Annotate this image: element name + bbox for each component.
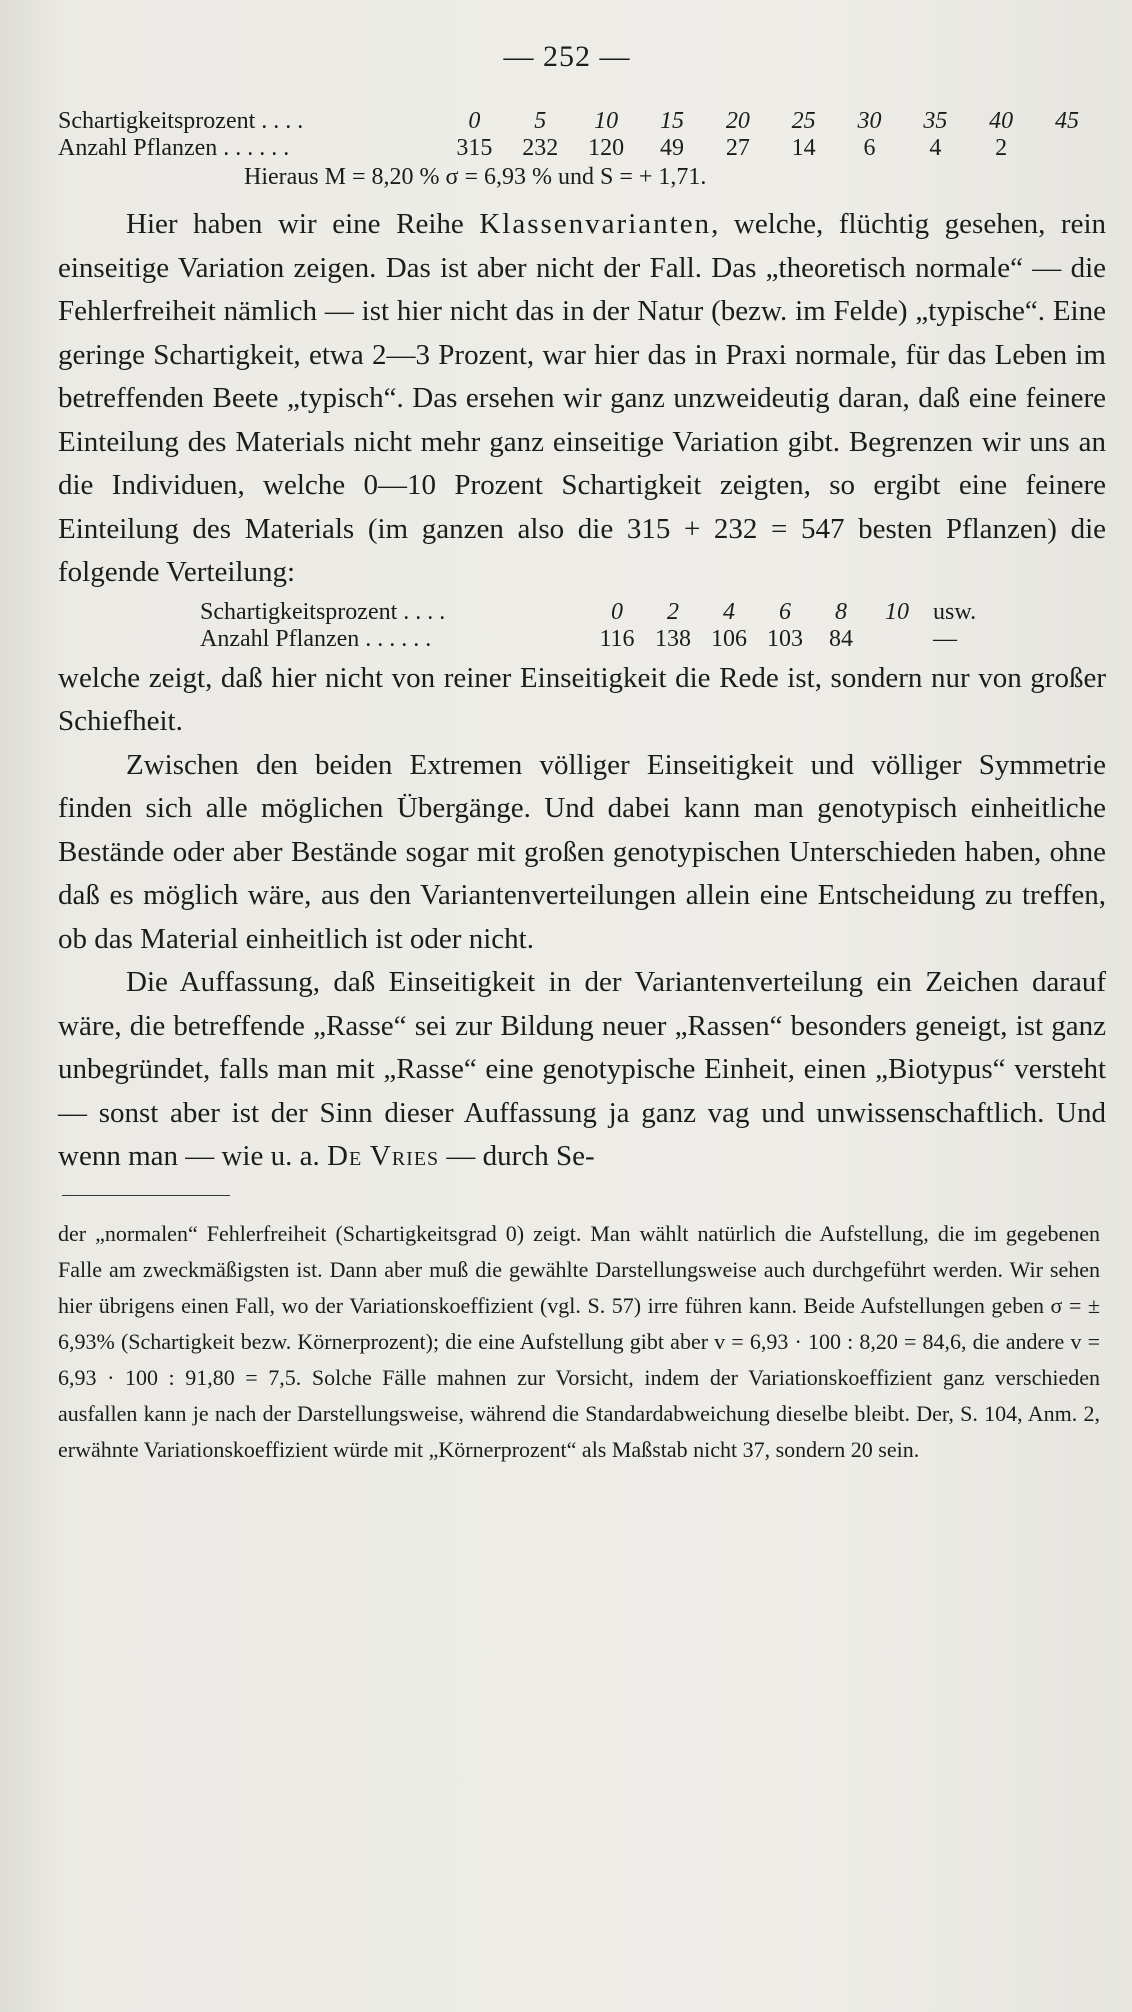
table-cell: 4 — [929, 135, 942, 161]
table-cell-tail: — — [933, 625, 957, 652]
paragraph-4 — [58, 961, 1106, 1179]
table-cell — [1034, 135, 1100, 162]
table-cell: 14 — [791, 135, 816, 161]
schartigkeit-table-fine — [200, 599, 976, 653]
table-cell: 0 — [468, 108, 481, 134]
row-label: Schartigkeitsprozent . . . . — [58, 108, 304, 134]
table-cell: 30 — [857, 108, 882, 134]
table-cell: 6 — [779, 598, 791, 625]
author-name: De Vries — [327, 1140, 440, 1172]
table-cell: 103 — [767, 625, 803, 652]
footnote: der „normalen“ Fehlerfreiheit (Schartigkeitsgrad 0) zeigt. Man wählt natürlich die Aufstellung, die im gegebenen Falle am zweckmäßigsten ist. Dann aber muß die gewählte Darstellungsweise auch durchgeführt werden. Wir sehen hier übrigens einen Fall, wo der Variationskoeffizient (vgl. S. 57) irre führen kann. Beide Aufstellungen geben σ = ± 6,93% (Schartigkeit bezw. Körnerprozent); die eine Aufstellung gibt aber v = 6,93 · 100 : 8,20 = 84,6, die andere v = 6,93 · 100 : 91,80 = 7,5. Solche Fälle mahnen zur Vorsicht, indem der Variationskoeffizient ganz verschieden ausfallen kann je nach der Darstellungsweise, während die Standardabweichung dieselbe bleibt. Der, S. 104, Anm. 2, erwähnte Variationskoeffizient würde mit „Körnerprozent“ als Maßstab nicht 37, sondern 20 sein. — [58, 1220, 1100, 1462]
table-cell: 20 — [725, 108, 750, 134]
table-cell: 15 — [660, 108, 685, 134]
paragraph-text: , welche, flüchtig gesehen, rein einseitige Variation zeigen. Das ist aber nicht der Fall. Das „theoretisch normale“ — die Fehlerfreiheit nämlich — ist hier nicht das in der Natur (bezw. im Felde) „typische“. Eine geringe Schartigkeit, etwa 2—3 Prozent, war hier das in Praxi normale, für das Leben im betreffenden Beete „typisch“. Das ersehen wir ganz unzweideutig daran, daß eine feinere Einteilung des Materials nicht mehr ganz einseitige Variation gibt. Begrenzen wir uns an die Individuen, welche 0—10 Prozent Schartigkeit zeigten, so ergibt eine feinere Einteilung des Materials (im ganzen also die 315 + 232 = 547 besten Pflanzen) die folgende Verteilung: — [58, 208, 1106, 588]
table-cell: 2 — [995, 135, 1008, 161]
row-label: Anzahl Pflanzen . . . . . . — [58, 135, 290, 161]
table-cell: 138 — [655, 625, 691, 652]
table-cell: 4 — [723, 598, 735, 625]
row-label: Anzahl Pflanzen . . . . . . — [200, 625, 432, 652]
page-number: — 252 — — [503, 40, 631, 73]
spaced-term: Klassenvarianten — [479, 208, 712, 240]
paragraph-1 — [58, 203, 1106, 595]
table-cell: 10 — [594, 108, 619, 134]
table-cell-tail: usw. — [933, 598, 977, 625]
schartigkeit-table-coarse — [58, 108, 1100, 162]
table-row — [200, 626, 976, 653]
table-cell: 5 — [534, 108, 547, 134]
table-cell: 35 — [923, 108, 948, 134]
table-cell: 232 — [522, 135, 559, 161]
table-cell: 315 — [456, 135, 493, 161]
paragraph-text: Die Auffassung, daß Einseitigkeit in der Variantenverteilung ein Zeichen darauf wäre, die betreffende „Rasse“ sei zur Bildung neuer „Rassen“ besonders geneigt, ist ganz unbegründet, falls man mit „Rasse“ eine genotypische Einheit, einen „Biotypus“ versteht — sonst aber ist der Sinn dieser Auffassung ja ganz vag und unwissenschaftlich. Und wenn man — wie u. a. — [58, 966, 1106, 1172]
table-cell: 49 — [660, 135, 685, 161]
table-cell: 116 — [599, 625, 635, 652]
table-cell: 40 — [989, 108, 1014, 134]
table-cell: 8 — [835, 598, 847, 625]
statistics-formula: Hieraus M = 8,20 % σ = 6,93 % und S = + 1,71. — [244, 164, 707, 190]
table-cell: 0 — [611, 598, 623, 625]
table-cell: 25 — [791, 108, 816, 134]
table-cell: 27 — [725, 135, 750, 161]
footnote-divider — [62, 1195, 230, 1196]
table-cell: 10 — [885, 598, 909, 625]
table-cell: 120 — [588, 135, 625, 161]
table-cell: 84 — [829, 625, 853, 652]
paragraph-text: — durch Se- — [439, 1140, 595, 1172]
paragraph-text: Hier haben wir eine Reihe — [126, 208, 480, 240]
paragraph-3: Zwischen den beiden Extremen völliger Einseitigkeit und völliger Symmetrie finden sich alle möglichen Übergänge. Und dabei kann man genotypisch einheitliche Bestände oder aber Bestände sogar mit großen genotypischen Unterschieden haben, ohne daß es möglich wäre, aus den Variantenverteilungen allein eine Entscheidung zu treffen, ob das Material einheitlich ist oder nicht. — [58, 748, 1106, 955]
paragraph-2: welche zeigt, daß hier nicht von reiner Einseitigkeit die Rede ist, sondern nur von großer Schiefheit. — [58, 661, 1106, 737]
table-cell: 106 — [711, 625, 747, 652]
table-cell: 2 — [667, 598, 679, 625]
table-cell — [869, 626, 925, 653]
row-label: Schartigkeitsprozent . . . . — [200, 598, 446, 625]
table-cell: 45 — [1055, 108, 1080, 134]
table-row — [58, 108, 1100, 135]
table-row — [58, 135, 1100, 162]
table-cell: 6 — [863, 135, 876, 161]
table-row — [200, 599, 976, 626]
